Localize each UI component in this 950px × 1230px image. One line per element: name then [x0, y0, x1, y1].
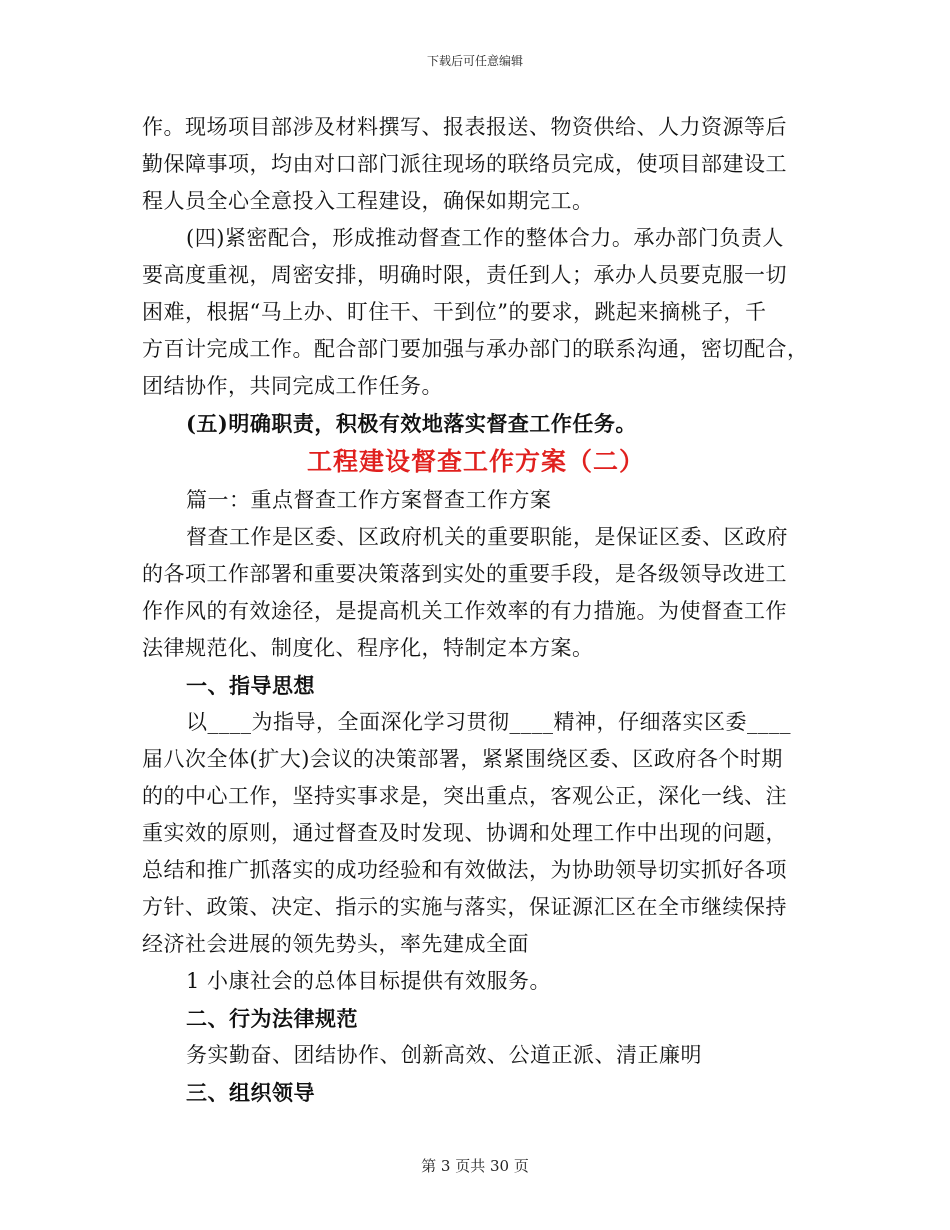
paragraph-line: 督查工作是区委、区政府机关的重要职能，是保证区委、区政府: [186, 525, 788, 549]
paragraph-line: 经济社会进展的领先势头，率先建成全面: [142, 932, 529, 956]
paragraph-line: (四)紧密配合，形成推动督查工作的整体合力。承办部门负责人: [186, 226, 784, 250]
paragraph-line: 总结和推广抓落实的成功经验和有效做法，为协助领导切实抓好各项: [142, 858, 787, 882]
paragraph-line: 方百计完成工作。配合部门要加强与承办部门的联系沟通，密切配合，: [142, 337, 809, 361]
section-heading: 一、指导思想: [186, 673, 315, 698]
paragraph-line: 法律规范化、制度化、程序化，特制定本方案。: [142, 636, 594, 660]
paragraph-line: 方针、政策、决定、指示的实施与落实，保证源汇区在全市继续保持: [142, 895, 787, 919]
page-header: 下载后可任意编辑: [426, 54, 523, 68]
paragraph-line: 重实效的原则，通过督查及时发现、协调和处理工作中出现的问题，: [142, 821, 787, 845]
paragraph-line: 的各项工作部署和重要决策落到实处的重要手段，是各级领导改进工: [142, 562, 787, 586]
section-heading: (五)明确职责，积极有效地落实督查工作任务。: [186, 411, 637, 436]
paragraph-line: 作。现场项目部涉及材料撰写、报表报送、物资供给、人力资源等后: [142, 115, 787, 139]
paragraph-line: 的的中心工作，坚持实事求是，突出重点，客观公正，深化一线、注: [142, 784, 787, 808]
paragraph-line: 届八次全体(扩大)会议的决策部署，紧紧围绕区委、区政府各个时期: [142, 747, 783, 771]
paragraph-line: 程人员全心全意投入工程建设，确保如期完工。: [142, 189, 594, 213]
document-body: [142, 109, 810, 1111]
paragraph-line: 以____为指导，全面深化学习贯彻____精神，仔细落实区委____: [186, 710, 791, 734]
document-subtitle: 篇一：重点督查工作方案督查工作方案: [186, 488, 552, 512]
section-heading: 三、组织领导: [186, 1080, 315, 1105]
paragraph-line: 困难，根据“马上办、盯住干、干到位”的要求，跳起来摘桃子，千: [142, 300, 767, 324]
paragraph-line: 勤保障事项，均由对口部门派往现场的联络员完成，使项目部建设工: [142, 152, 787, 176]
paragraph-line: 作作风的有效途径，是提高机关工作效率的有力措施。为使督查工作: [142, 599, 787, 623]
section-heading: 二、行为法律规范: [186, 1006, 358, 1031]
paragraph-line: 要高度重视，周密安排，明确时限，责任到人；承办人员要克服一切: [142, 263, 787, 287]
paragraph-line: 1 小康社会的总体目标提供有效服务。: [186, 969, 552, 993]
page-footer: 第 3 页共 30 页: [421, 1157, 529, 1175]
paragraph-line: 务实勤奋、团结协作、创新高效、公道正派、清正廉明: [186, 1043, 702, 1067]
document-title: 工程建设督查工作方案（二）: [306, 447, 645, 476]
paragraph-line: 团结协作，共同完成工作任务。: [142, 374, 443, 398]
